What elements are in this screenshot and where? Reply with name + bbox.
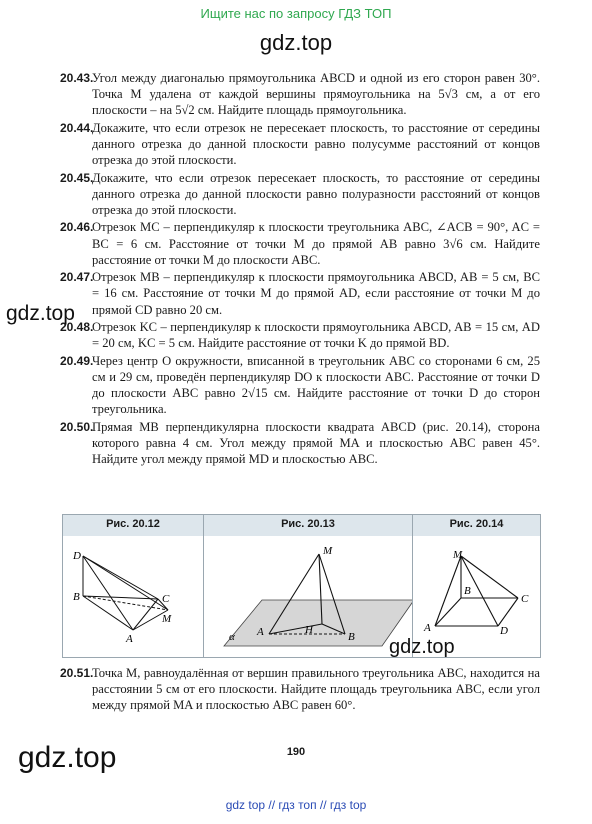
label-alpha: α	[229, 631, 235, 643]
problem-20-46: 20.46.Отрезок MC – перпендикуляр к плоскости треугольника ABC, ∠ACB = 90°, AC = BC = 6 см. Расстояние от точки M до прямой AB равно 3√6 см. Найдите расстояние от точки M до плоскости ABC.	[60, 220, 540, 267]
label-H: H	[305, 624, 313, 636]
figure-20-12-drawing	[63, 536, 203, 656]
label-D: D	[73, 550, 81, 562]
figure-20-13-drawing	[204, 536, 412, 656]
problem-list	[60, 70, 540, 468]
label-M: M	[162, 613, 172, 625]
label-A: A	[424, 622, 431, 634]
problem-20-49: 20.49.Через центр O окружности, вписанной в треугольник ABC со сторонами 6 см, 25 см и 29 см, проведён перпендикуляр DO к плоскости ABC. Расстояние от точки D до плоскости ABC равно 2√15 см. Найдите расстояние от точки D до сторон треугольника.	[60, 353, 540, 417]
problem-20-43: 20.43.Угол между диагональю прямоугольника ABCD и одной из его сторон равен 30°. Точка M удалена от каждой вершины прямоугольника на 5√3 см, а от его плоскости – на 5√2 см. Найдите площадь прямоугольника.	[60, 71, 540, 118]
search-banner[interactable]: Ищите нас по запросу ГДЗ ТОП	[200, 6, 392, 21]
label-M: M	[453, 549, 463, 561]
watermark-figure: gdz.top	[389, 636, 455, 658]
figure-20-13	[204, 515, 413, 657]
label-B: B	[464, 585, 471, 597]
page-number: 190	[286, 746, 306, 758]
label-M: M	[323, 545, 333, 557]
problem-20-47: 20.47.Отрезок MB – перпендикуляр к плоскости прямоугольника ABCD, AB = 5 см, BC = 16 см. Расстояние от точки M до прямой AD, если расстояние от точки M до прямой CD равно 20 см.	[60, 270, 540, 317]
footer-links[interactable]: gdz top // гдз топ // гдз top	[225, 798, 367, 812]
label-A: A	[257, 626, 264, 638]
label-C: C	[162, 593, 170, 605]
problem-20-51: 20.51.Точка M, равноудалённая от вершин правильного треугольника ABC, находится на расстоянии 5 см от его плоскости. Найдите площадь треугольника ABC, если угол между прямой MA и плоскостью ABC равен 60°.	[60, 666, 540, 713]
label-B: B	[348, 631, 355, 643]
problem-20-45: 20.45.Докажите, что если отрезок пересекает плоскость, то расстояние от середины данного отрезка до данной плоскости равно полуразности расстояний от концов отрезка до этой плоскости.	[60, 170, 540, 217]
problem-20-50: 20.50.Прямая MB перпендикулярна плоскости квадрата ABCD (рис. 20.14), сторона которого равна 4 см. Угол между прямой MA и плоскостью ABC равен 45°. Найдите угол между прямой MD и плоскостью ABC.	[60, 419, 540, 466]
figure-title: Рис. 20.13	[281, 518, 335, 530]
label-B: B	[73, 591, 80, 603]
label-A: A	[126, 633, 133, 645]
figure-title: Рис. 20.12	[106, 518, 160, 530]
label-C: C	[521, 593, 529, 605]
problem-20-44: 20.44.Докажите, что если отрезок не пересекает плоскость, то расстояние от середины данного отрезка до данной плоскости равно полусумме расстояний от концов отрезка до этой плоскости.	[60, 120, 540, 168]
figure-title: Рис. 20.14	[449, 518, 504, 530]
figure-20-12	[63, 515, 204, 657]
problem-20-48: 20.48.Отрезок KC – перпендикуляр к плоскости прямоугольника ABCD, AB = 15 см, AD = 20 см, KC = 5 см. Найдите расстояние от точки K до прямой BD.	[60, 319, 540, 351]
watermark-top: gdz.top	[259, 30, 333, 55]
label-D: D	[500, 625, 508, 637]
watermark-left: gdz.top	[6, 302, 75, 325]
watermark-bottom: gdz.top	[18, 741, 117, 774]
figure-table	[62, 514, 541, 658]
